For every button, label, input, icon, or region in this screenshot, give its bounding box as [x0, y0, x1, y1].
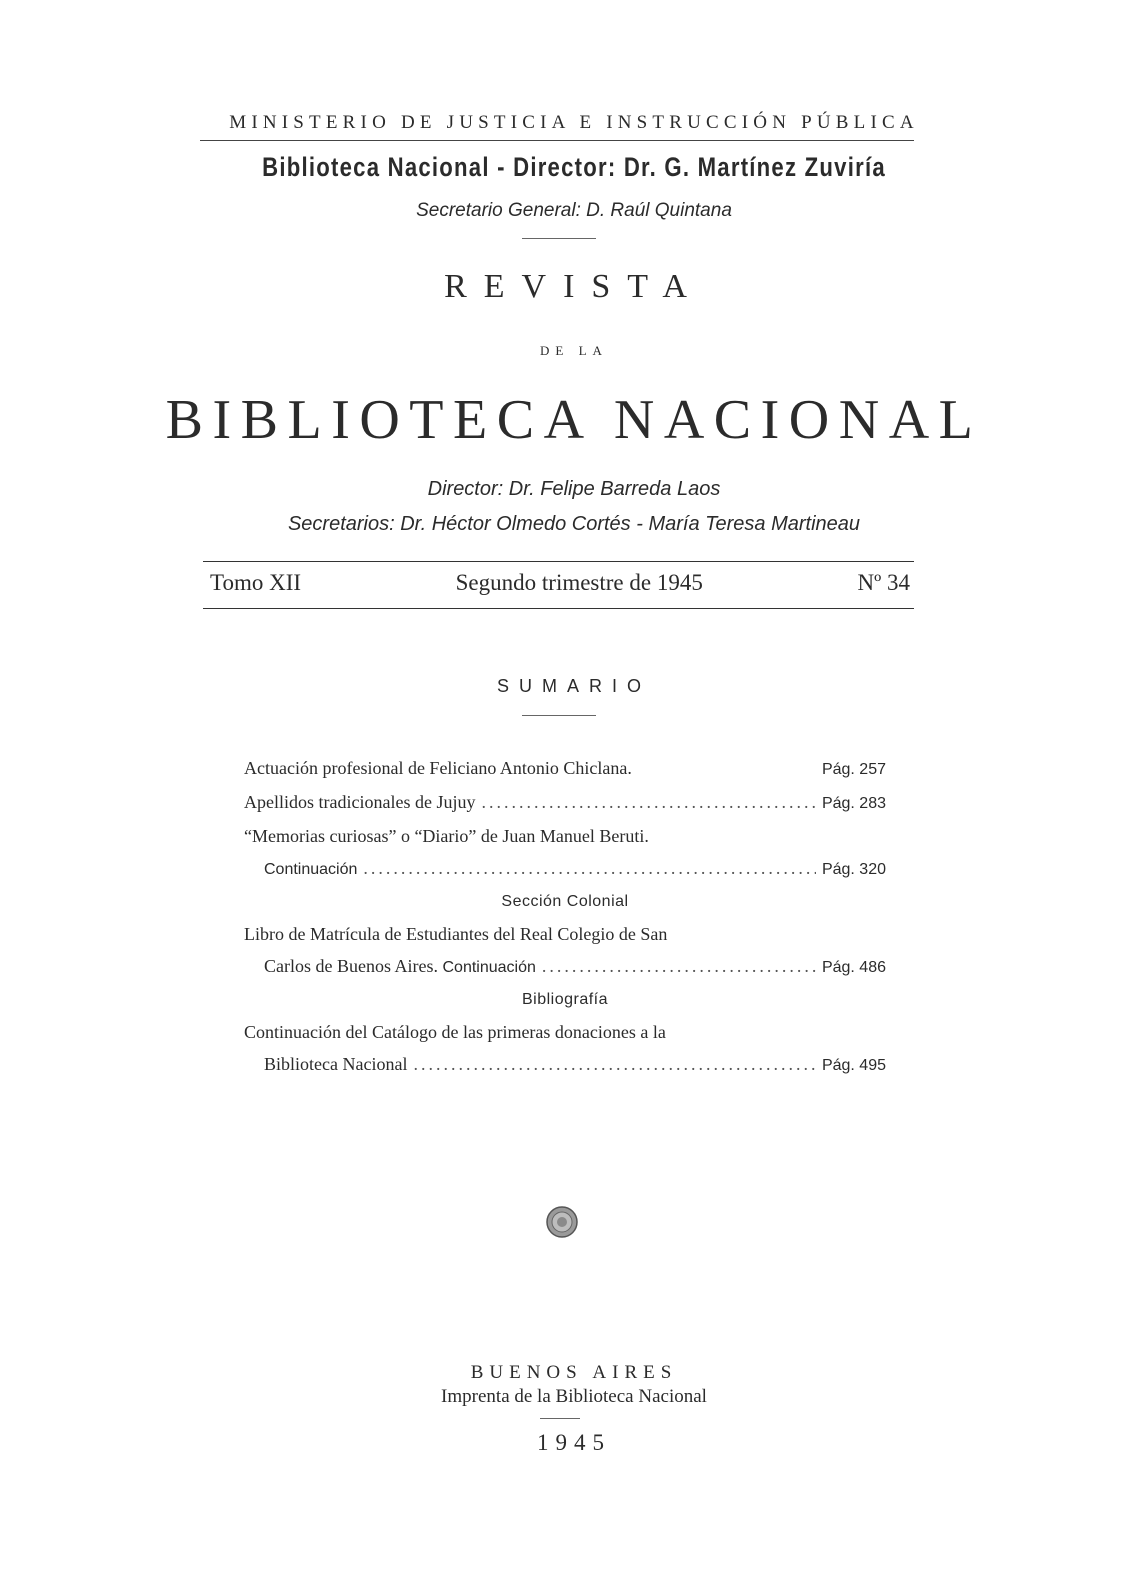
ministry-header: MINISTERIO DE JUSTICIA E INSTRUCCIÓN PÚBLICA: [229, 112, 919, 133]
toc-entry-title: Continuación del Catálogo de las primeras donaciones a la: [244, 1022, 666, 1042]
imprint-city: BUENOS AIRES: [470, 1362, 678, 1383]
secretaries-line: Secretarios: Dr. Héctor Olmedo Cortés - María Teresa Martineau: [287, 513, 861, 535]
divider-short-1: [522, 238, 596, 239]
title-de-la: DE LA: [540, 343, 608, 358]
director-line: Director: Dr. Felipe Barreda Laos: [427, 478, 721, 500]
toc-entry-title: “Memorias curiosas” o “Diario” de Juan Manuel Beruti.: [244, 826, 649, 846]
issue-volume: Tomo XII: [210, 570, 302, 595]
toc-entry: [244, 918, 886, 984]
toc-entry-subtitle: Continuación: [264, 861, 358, 878]
toc-entry-page: Pág. 486: [821, 959, 886, 976]
general-secretary-line: Secretario General: D. Raúl Quintana: [416, 200, 732, 221]
toc-entry-page: Pág. 257: [821, 761, 886, 778]
toc-entry-title-cont: Biblioteca Nacional: [264, 1054, 408, 1074]
toc-entry: [244, 820, 886, 886]
issue-info-row: [210, 570, 910, 596]
dot-leader: [413, 1048, 815, 1080]
issue-rule-bottom: [203, 608, 914, 609]
section-heading-colonial: Sección Colonial: [501, 893, 629, 910]
toc-entry-title: Actuación profesional de Feliciano Antonio Chiclana.: [244, 758, 632, 778]
toc-entry: [244, 752, 886, 786]
dot-leader: [542, 950, 816, 982]
toc-entry-page: Pág. 283: [821, 795, 886, 812]
toc-entry: [244, 786, 886, 820]
issue-period: Segundo trimestre de 1945: [455, 570, 703, 595]
library-director-line: Biblioteca Nacional - Director: Dr. G. Martínez Zuviría: [262, 152, 886, 182]
dot-leader: [363, 852, 816, 884]
table-of-contents: [244, 752, 886, 1082]
sumario-heading: SUMARIO: [496, 676, 651, 696]
toc-entry-title-cont: Carlos de Buenos Aires.: [264, 956, 438, 976]
divider-short-3: [540, 1418, 580, 1419]
issue-rule-top: [203, 561, 914, 562]
title-revista: REVISTA: [444, 268, 704, 305]
issue-number: Nº 34: [857, 570, 910, 595]
toc-entry-title: Libro de Matrícula de Estudiantes del Real Colegio de San: [244, 924, 668, 944]
dot-leader: [481, 786, 815, 818]
divider-short-2: [522, 715, 596, 716]
toc-entry-page: Pág. 320: [821, 861, 886, 878]
toc-entry-subtitle: Continuación: [442, 959, 536, 976]
header-rule: [200, 140, 914, 141]
title-biblioteca-nacional: BIBLIOTECA NACIONAL: [165, 389, 983, 451]
toc-entry-title: Apellidos tradicionales de Jujuy: [244, 792, 476, 812]
imprint-year: 1945: [537, 1430, 611, 1455]
toc-entry: [244, 1016, 886, 1082]
imprint-press: Imprenta de la Biblioteca Nacional: [441, 1386, 707, 1407]
printer-emblem-icon: [545, 1205, 579, 1239]
toc-entry-page: Pág. 495: [821, 1057, 886, 1074]
section-heading-bibliografia: Bibliografía: [521, 991, 609, 1008]
